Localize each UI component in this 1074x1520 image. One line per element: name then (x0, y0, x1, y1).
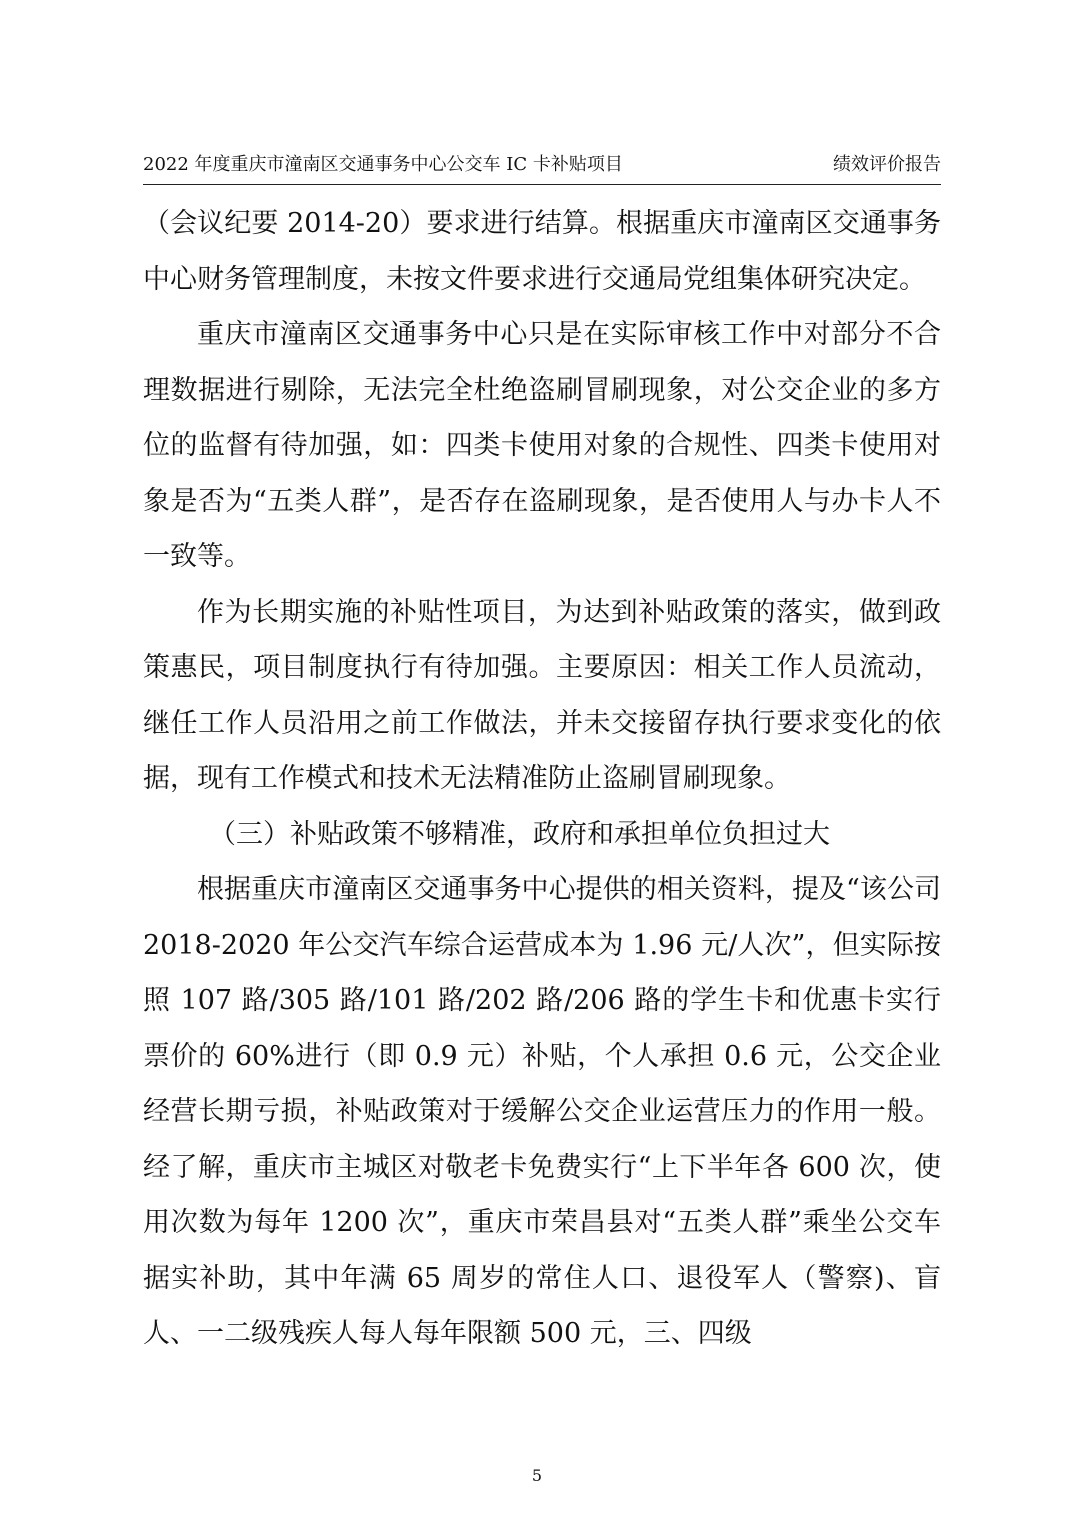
paragraph-policy-execution: 作为长期实施的补贴性项目，为达到补贴政策的落实，做到政策惠民，项目制度执行有待加强。主要原因：相关工作人员流动，继任工作人员沿用之前工作做法，并未交接留存执行要求变化的依据，现有工作模式和技术无法精准防止盗刷冒刷现象。 (143, 596, 941, 794)
page-header (143, 150, 941, 185)
header-project-title: 2022 年度重庆市潼南区交通事务中心公交车 IC 卡补贴项目 (143, 154, 623, 175)
page-number: 5 (531, 1466, 543, 1485)
header-report-type: 绩效评价报告 (833, 154, 941, 175)
paragraph-continuation: （会议纪要 2014-20）要求进行结算。根据重庆市潼南区交通事务中心财务管理制度，未按文件要求进行交通局党组集体研究决定。 (143, 208, 941, 295)
section-heading: （三）补贴政策不够精准，政府和承担单位负担过大 (209, 818, 830, 850)
document-body (143, 196, 941, 1362)
paragraph-subsidy-policy: 根据重庆市潼南区交通事务中心提供的相关资料，提及“该公司 2018-2020 年公交汽车综合运营成本为 1.96 元/人次”，但实际按照 107 路/305 路/101 路/202 路/206 路的学生卡和优惠卡实行票价的 60%进行（即 0.9 元）补贴，个人承担 0.6 元，公交企业经营长期亏损，补贴政策对于缓解公交企业运营压力的作用一般。经了解，重庆市主城区对敬老卡免费实行“上下半年各 600 次，使用次数为每年 1200 次”，重庆市荣昌县对“五类人群”乘坐公交车据实补助，其中年满 65 周岁的常住人口、退役军人（警察)、盲人、一二级残疾人每人每年限额 500 元，三、四级 (143, 874, 942, 1349)
paragraph-supervision: 重庆市潼南区交通事务中心只是在实际审核工作中对部分不合理数据进行剔除，无法完全杜绝盗刷冒刷现象，对公交企业的多方位的监督有待加强，如：四类卡使用对象的合规性、四类卡使用对象是否为“五类人群”，是否存在盗刷现象，是否使用人与办卡人不一致等。 (143, 319, 941, 572)
